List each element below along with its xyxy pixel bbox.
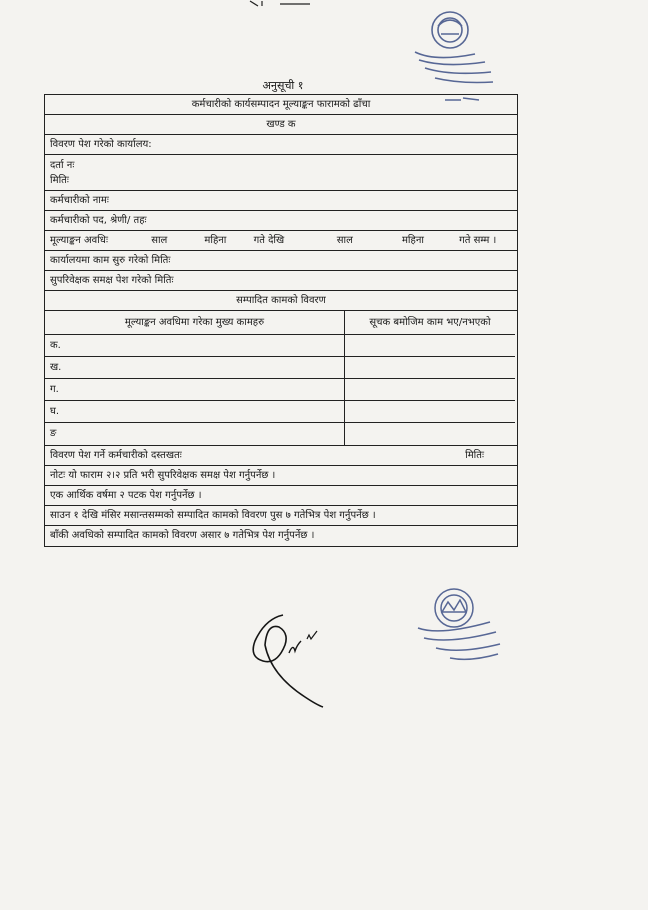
position-field[interactable]: कर्मचारीको पद, श्रेणी/ तहः: [45, 211, 517, 231]
status-cell[interactable]: [345, 379, 515, 401]
period-year-from: साल: [151, 235, 168, 246]
submission-date-field[interactable]: सुपरिवेक्षक समक्ष पेश गरेको मितिः: [45, 271, 517, 291]
period-month-to: महिना: [401, 235, 424, 246]
office-field[interactable]: विवरण पेश गरेको कार्यालय:: [45, 135, 517, 155]
registration-number-label: दर्ता नः: [50, 160, 75, 171]
section-label: खण्ड क: [45, 115, 517, 135]
evaluation-period-field[interactable]: [45, 231, 517, 251]
office-seal-stamp-bottom: [410, 586, 510, 666]
note-line: बाँकी अवधिको सम्पादित कामको विवरण असार ७ गतेभित्र पेश गर्नुपर्नेछ ।: [50, 530, 315, 541]
status-cell[interactable]: [345, 357, 515, 379]
table-row[interactable]: ङ: [50, 428, 57, 439]
employee-name-field[interactable]: कर्मचारीको नामः: [45, 191, 517, 211]
office-seal-stamp-top: [405, 4, 505, 108]
period-label: मूल्याङ्कन अवधिः: [50, 235, 108, 246]
period-day-to: गते सम्म ।: [459, 235, 497, 246]
status-cell[interactable]: [345, 401, 515, 423]
table-row[interactable]: ख.: [45, 357, 344, 379]
note-line: साउन १ देखि मंसिर मसान्तसम्मको सम्पादित कामको विवरण पुस ७ गतेभित्र पेश गर्नुपर्नेछ ।: [45, 506, 517, 526]
work-details-table: [45, 311, 517, 446]
table-row[interactable]: ग.: [45, 379, 344, 401]
table-row[interactable]: क.: [45, 335, 344, 357]
work-details-heading: सम्पादित कामको विवरण: [45, 291, 517, 311]
main-tasks-header: मूल्याङ्कन अवधिमा गरेका मुख्य कामहरु: [45, 311, 344, 335]
signature-label: विवरण पेश गर्ने कर्मचारीको दस्तखतः: [50, 450, 182, 461]
employee-signature-row[interactable]: [45, 446, 517, 466]
date-label: मितिः: [50, 175, 69, 186]
period-day-from: गते देखि: [253, 235, 285, 246]
note-line: एक आर्थिक वर्षमा २ पटक पेश गर्नुपर्नेछ ।: [45, 486, 517, 506]
period-year-to: साल: [336, 235, 353, 246]
handwritten-signature: [245, 605, 340, 710]
table-row[interactable]: घ.: [45, 401, 344, 423]
schedule-number: अनुसूची १: [262, 79, 304, 92]
indicator-status-header: सूचक बमोजिम काम भए/नभएको: [345, 311, 515, 335]
note-line: नोटः यो फाराम २।२ प्रति भरी सुपरिवेक्षक समक्ष पेश गर्नुपर्नेछ ।: [45, 466, 517, 486]
status-cell[interactable]: [345, 423, 515, 445]
indicator-status-column: [345, 311, 515, 445]
status-cell[interactable]: [345, 335, 515, 357]
registration-date-field[interactable]: [45, 155, 517, 191]
main-tasks-column: [45, 311, 345, 445]
signature-date-label: मितिः: [465, 450, 484, 461]
form-title: कर्मचारीको कार्यसम्पादन मूल्याङ्कन फारामको ढाँचा: [45, 95, 517, 115]
work-start-date-field[interactable]: कार्यालयमा काम सुरु गरेको मितिः: [45, 251, 517, 271]
evaluation-form: [44, 94, 518, 547]
period-month-from: महिना: [204, 235, 227, 246]
top-edge-marks: [240, 0, 320, 8]
